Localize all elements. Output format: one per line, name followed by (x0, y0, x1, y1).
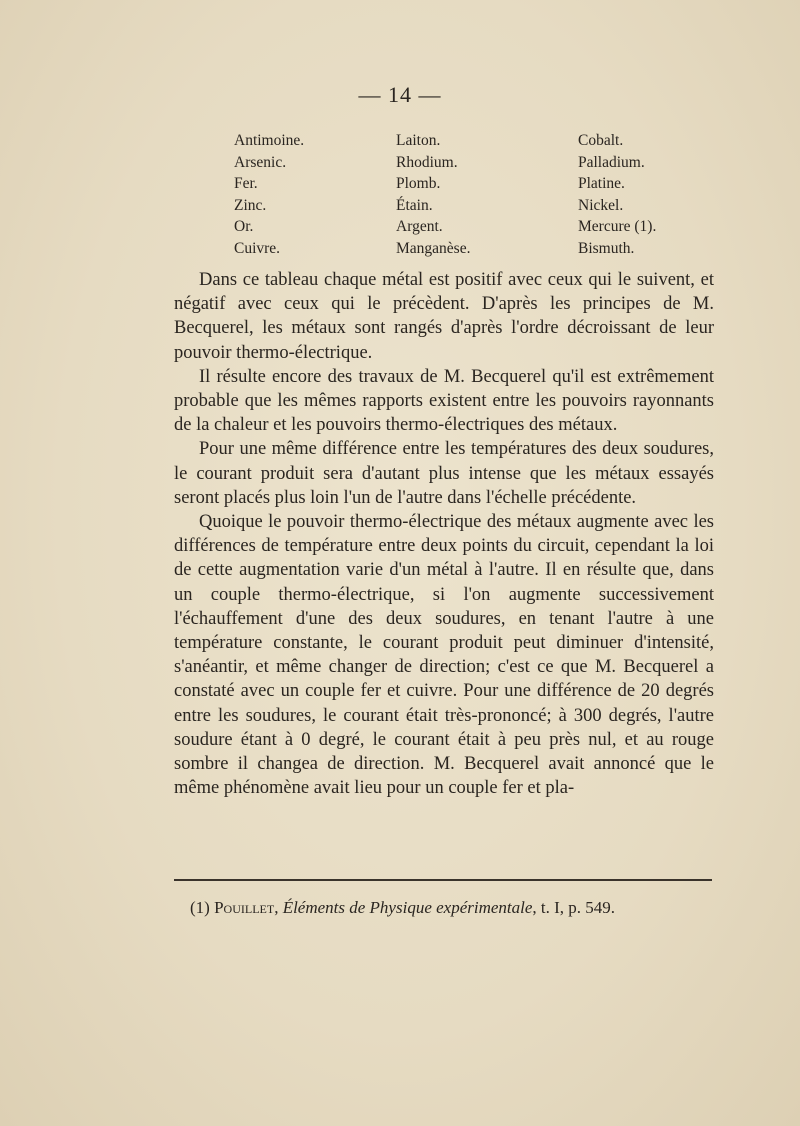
metal-item: Bismuth. (578, 239, 635, 257)
metal-item: Or. (234, 218, 254, 235)
footnote-marker: (1) (190, 898, 210, 917)
paragraph: Il résulte encore des travaux de M. Becquerel qu'il est extrêmement probable que les mêmes rapports existent entre les pouvoirs rayonnants de la chaleur et les pouvoirs thermo-électriques des métaux. (174, 366, 714, 436)
footnote-divider (174, 879, 712, 881)
footnote-reference: , t. I, p. 549. (532, 898, 616, 917)
metal-item: Rhodium. (396, 153, 458, 171)
footnote: (1) Pouillet, Éléments de Physique expérimentale, t. I, p. 549. (190, 898, 616, 917)
paragraph: Dans ce tableau chaque métal est positif avec ceux qui le suivent, et négatif avec ceux qui le précèdent. D'après les principes de M. Becquerel, les métaux sont rangés d'après l'ordre décroissant de leur pouvoir thermo-électrique. (174, 270, 714, 363)
paragraph: Quoique le pouvoir thermo-électrique des métaux augmente avec les différences de température entre deux points du circuit, cependant la loi de cette augmentation varie d'un métal à l'autre. Il en résulte que, dans un couple thermo-électrique, si l'on augmente successivement l'échauffement d'une des deux soudures, en tenant l'autre à une température constante, le courant produit peut diminuer d'intensité, s'anéantir, et même changer de direction; c'est ce que M. Becquerel a constaté avec un couple fer et cuivre. Pour une différence de 20 degrés entre les soudures, le courant était très-prononcé; à 300 degrés, l'autre soudure étant à 0 degré, le courant était à peu près nul, et au rouge sombre il changea de direction. M. Becquerel avait annoncé que le même phénomène avait lieu pour un couple fer et pla- (174, 512, 714, 799)
metal-item: Nickel. (578, 196, 624, 214)
metal-item: Argent. (396, 218, 443, 235)
metal-item: Palladium. (578, 153, 645, 171)
body-text (174, 268, 714, 800)
metal-item: Fer. (234, 175, 258, 192)
metal-column-1 (234, 130, 304, 259)
metal-item: Platine. (578, 175, 625, 192)
metal-item: Cobalt. (578, 132, 624, 149)
metal-item: Arsenic. (234, 153, 287, 171)
paragraph: Pour une même différence entre les températures des deux soudures, le courant produit sera d'autant plus intense que les métaux essayés seront placés plus loin l'un de l'autre dans l'échelle précédente. (174, 439, 714, 508)
metal-item: Manganèse. (396, 239, 471, 257)
metal-column-2 (396, 130, 470, 259)
metal-column-3 (578, 130, 656, 259)
metal-item: Plomb. (396, 175, 441, 192)
page-number: — 14 — (358, 82, 442, 107)
metal-item: Étain. (396, 196, 433, 214)
metal-item: Mercure (1). (578, 218, 657, 235)
metal-item: Cuivre. (234, 239, 281, 257)
metal-item: Zinc. (234, 196, 267, 214)
footnote-work: Éléments de Physique expérimentale (282, 898, 533, 917)
metal-item: Laiton. (396, 132, 441, 149)
metal-item: Antimoine. (234, 132, 305, 149)
footnote-author: Pouillet (214, 898, 275, 917)
